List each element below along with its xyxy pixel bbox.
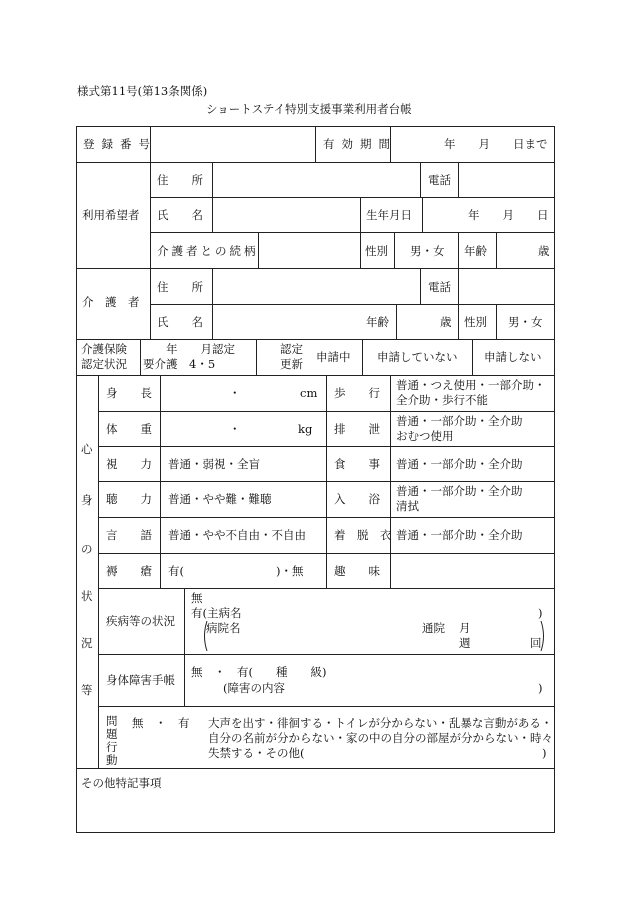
divider — [256, 339, 257, 375]
hearing-options[interactable]: 普通・やや難・難聴 — [168, 492, 272, 506]
condition-side-char: 状 — [81, 589, 93, 603]
applicant-name-label: 氏 名 — [157, 208, 203, 222]
left-bracket — [200, 620, 208, 652]
caregiver-name-field[interactable] — [213, 306, 359, 338]
insurance-renew-line1: 認定 — [280, 342, 303, 356]
insurance-renew-line2: 更新 — [280, 357, 303, 371]
excretion-label: 排 泄 — [334, 422, 380, 436]
divider — [472, 339, 473, 375]
divider — [315, 126, 316, 162]
right-bracket — [540, 620, 548, 652]
divider — [150, 268, 151, 339]
divider — [98, 375, 99, 768]
behavior-label-char: 題 — [106, 727, 118, 741]
meal-options[interactable]: 普通・一部介助・全介助 — [396, 457, 523, 471]
excretion-options-line1[interactable]: 普通・一部介助・全介助 — [396, 414, 523, 428]
divider — [98, 588, 555, 589]
insurance-label-line2: 認定状況 — [81, 357, 127, 371]
caregiver-gender-value[interactable]: 男・女 — [508, 315, 543, 329]
caregiver-label: 介 護 者 — [82, 295, 140, 309]
height-label: 身 長 — [106, 386, 152, 400]
dressing-label: 着 脱 衣 — [334, 528, 392, 542]
registration-number-field[interactable] — [151, 128, 315, 161]
divider — [362, 339, 363, 375]
condition-side-char: の — [81, 542, 93, 556]
height-unit: cm — [300, 386, 318, 400]
applicant-gender-label: 性別 — [365, 244, 388, 258]
excretion-options-line2[interactable]: おむつ使用 — [396, 429, 454, 443]
divider — [420, 268, 421, 304]
divider — [98, 654, 555, 655]
form-number: 様式第11号(第13条関係) — [77, 84, 208, 98]
birth-label: 生年月日 — [366, 208, 412, 222]
meal-label: 食 事 — [334, 457, 380, 471]
applicant-age-label: 年齢 — [464, 244, 487, 258]
weight-value[interactable]: ・ — [229, 422, 241, 436]
option-applying[interactable]: 申請中 — [316, 350, 351, 364]
divider — [184, 588, 185, 706]
divider — [76, 268, 555, 269]
divider — [76, 339, 555, 340]
caregiver-name-label: 氏 名 — [157, 315, 203, 329]
applicant-gender-value[interactable]: 男・女 — [410, 244, 445, 258]
dressing-options[interactable]: 普通・一部介助・全介助 — [396, 528, 523, 542]
applicant-address-label: 住 所 — [157, 173, 203, 187]
divider — [458, 232, 459, 268]
caregiver-phone-field[interactable] — [459, 270, 554, 303]
applicant-age-value[interactable]: 歳 — [538, 244, 550, 258]
hobby-label: 趣 味 — [334, 564, 380, 578]
divider — [326, 375, 327, 588]
divider — [76, 768, 555, 769]
walk-options-line2[interactable]: 全介助・歩行不能 — [396, 393, 488, 407]
insurance-cert-line1[interactable]: 年 月認定 — [166, 342, 235, 356]
height-value[interactable]: ・ — [229, 386, 241, 400]
validity-label: 有効期間 — [323, 137, 397, 151]
vision-label: 視 力 — [106, 457, 152, 471]
applicant-label: 利用希望者 — [82, 208, 140, 222]
bedsore-options[interactable]: 有( )・無 — [168, 564, 304, 578]
divider — [160, 375, 161, 588]
applicant-name-field[interactable] — [213, 199, 359, 231]
divider — [360, 197, 361, 268]
hearing-label: 聴 力 — [106, 492, 152, 506]
divider — [394, 232, 395, 268]
speech-options[interactable]: 普通・やや不自由・不自由 — [168, 528, 306, 542]
insurance-cert-line2[interactable]: 要介護 4・5 — [143, 357, 216, 371]
behavior-list-line3[interactable]: 失禁する・その他( — [208, 746, 305, 760]
hospital-label: 病院名 — [206, 621, 241, 635]
bath-options-line2[interactable]: 清拭 — [396, 499, 419, 513]
disease-label: 疾病等の状況 — [106, 614, 175, 628]
vision-options[interactable]: 普通・弱視・全盲 — [168, 457, 260, 471]
visit-times: 回 — [530, 636, 542, 650]
notes-label: その他特記事項 — [81, 776, 162, 790]
divider — [150, 197, 555, 198]
walk-label: 歩 行 — [334, 386, 380, 400]
registration-label: 登録番号 — [83, 137, 157, 151]
behavior-label-char: 問 — [106, 714, 118, 728]
divider — [98, 706, 555, 707]
relation-field[interactable] — [259, 234, 359, 267]
notes-field[interactable] — [78, 792, 553, 830]
visit-month: 月 — [459, 621, 471, 635]
divider — [140, 339, 141, 375]
behavior-list-line1[interactable]: 大声を出す・徘徊する・トイレが分からない・乱暴な言動がある・ — [208, 716, 553, 730]
validity-value[interactable]: 年 月 日まで — [444, 137, 548, 151]
divider — [496, 232, 497, 268]
bedsore-label: 褥 瘡 — [106, 564, 152, 578]
behavior-options[interactable]: 無 ・ 有 — [132, 716, 190, 730]
divider — [150, 232, 555, 233]
birth-value[interactable]: 年 月 日 — [468, 208, 549, 222]
divider — [420, 162, 421, 197]
divider — [150, 304, 555, 305]
caregiver-age-value[interactable]: 歳 — [440, 315, 452, 329]
relation-label: 介護者との続柄 — [157, 244, 259, 258]
disability-options[interactable]: 無 ・ 有( 種 級) — [191, 665, 327, 679]
behavior-label-char: 行 — [106, 740, 118, 754]
weight-label: 体 重 — [106, 422, 152, 436]
option-will-not-apply[interactable]: 申請しない — [484, 350, 542, 364]
applicant-phone-field[interactable] — [459, 164, 554, 196]
disability-details[interactable]: (障害の内容 — [223, 681, 285, 695]
condition-side-char: 等 — [81, 683, 93, 697]
walk-options-line1[interactable]: 普通・つえ使用・一部介助・ — [396, 378, 546, 392]
disease-none-option[interactable]: 無 — [191, 591, 203, 605]
disability-label: 身体障害手帳 — [106, 673, 175, 687]
caregiver-address-field[interactable] — [213, 270, 419, 303]
paren-close: ) — [538, 606, 543, 620]
caregiver-gender-label: 性別 — [464, 315, 487, 329]
speech-label: 言 語 — [106, 528, 152, 542]
behavior-label-char: 動 — [106, 753, 118, 767]
caregiver-phone-label: 電話 — [428, 280, 451, 294]
paren-close: ) — [542, 746, 547, 760]
condition-side-char: 身 — [81, 493, 93, 507]
divider — [396, 304, 397, 339]
visit-week: 週 — [459, 636, 471, 650]
caregiver-age-label: 年齢 — [366, 315, 389, 329]
caregiver-address-label: 住 所 — [157, 280, 203, 294]
behavior-list-line2[interactable]: 自分の名前が分からない・家の中の自分の部屋が分からない・時々 — [208, 731, 553, 745]
condition-side-char: 心 — [81, 442, 93, 456]
option-not-applied[interactable]: 申請していない — [377, 350, 458, 364]
applicant-address-field[interactable] — [213, 164, 419, 196]
divider — [496, 304, 497, 339]
condition-side-char: 況 — [81, 636, 93, 650]
visit-label: 通院 — [422, 621, 445, 635]
divider — [422, 197, 423, 232]
divider — [458, 304, 459, 339]
page-title: ショートステイ特別支援事業利用者台帳 — [206, 102, 412, 116]
weight-unit: kg — [298, 422, 313, 436]
applicant-phone-label: 電話 — [428, 173, 451, 187]
bath-label: 入 浴 — [334, 492, 380, 506]
bath-options-line1[interactable]: 普通・一部介助・全介助 — [396, 484, 523, 498]
hobby-field[interactable] — [391, 555, 554, 587]
divider — [76, 162, 555, 163]
disease-main-option[interactable]: 有(主病名 — [191, 606, 242, 620]
insurance-label-line1: 介護保険 — [81, 342, 127, 356]
paren-close: ) — [538, 681, 543, 695]
divider — [76, 375, 555, 376]
